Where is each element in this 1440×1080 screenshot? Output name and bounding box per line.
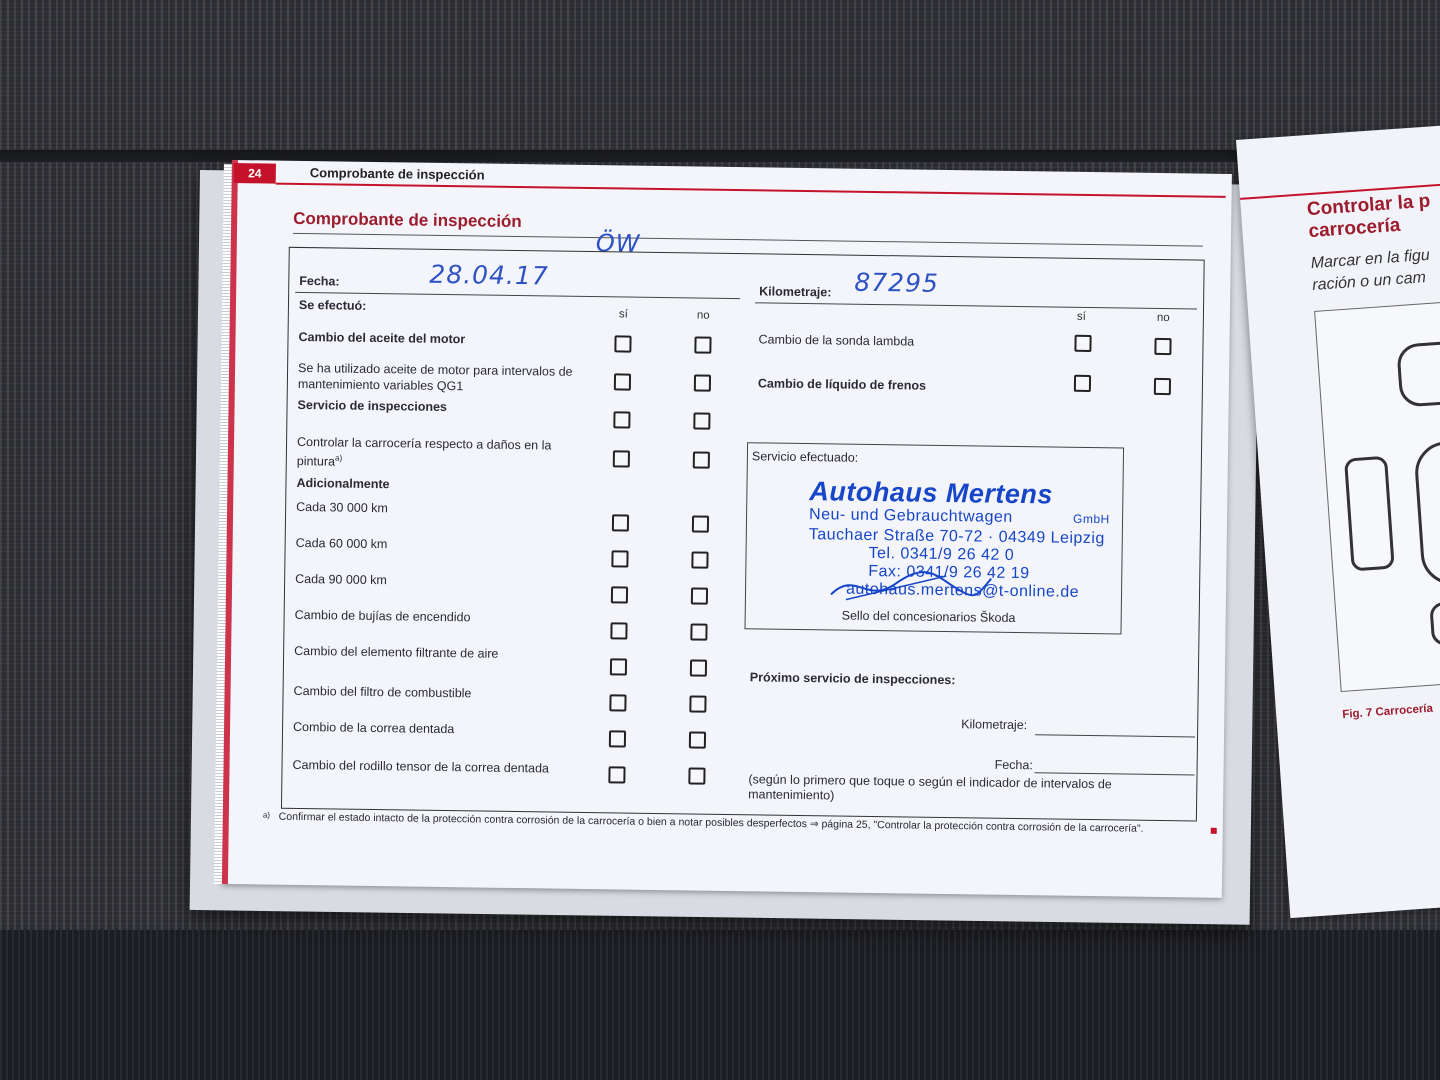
next-km-label: Kilometraje: bbox=[961, 717, 1028, 733]
car-body-figure bbox=[1314, 297, 1440, 692]
footnote-text: Confirmar el estado intacto de la protección contra corrosión de la carrocería o bien a notar posibles desperfectos ⇒ página 25, "Controlar la protección contra corrosión de la carrocería". bbox=[278, 810, 1144, 835]
checkbox-no-90000[interactable] bbox=[691, 587, 708, 604]
checkbox-si-combustible[interactable] bbox=[609, 694, 626, 711]
item-filtro-combustible: Cambio del filtro de combustible bbox=[293, 683, 472, 701]
item-qg1: Se ha utilizado aceite de motor para intervalos de mantenimiento variables QG1 bbox=[297, 360, 573, 394]
form-page bbox=[222, 160, 1232, 898]
checkbox-no-filtro-aire[interactable] bbox=[690, 659, 707, 676]
next-fecha-line[interactable] bbox=[1035, 772, 1195, 775]
checkbox-no-60000[interactable] bbox=[691, 551, 708, 568]
header-rule bbox=[276, 183, 1226, 198]
checkbox-si-frenos[interactable] bbox=[1074, 375, 1091, 392]
fecha-value[interactable]: 28.04.17 bbox=[429, 259, 549, 291]
checkbox-si-rodillo[interactable] bbox=[608, 766, 625, 783]
checkbox-si-lambda[interactable] bbox=[1074, 335, 1091, 352]
se-efectuo-label: Se efectuó: bbox=[298, 297, 367, 313]
seat-cushion bbox=[0, 930, 1440, 1080]
stamp-fax: Fax: 0341/9 26 42 19 bbox=[868, 562, 1030, 583]
stamp-address: Tauchaer Straße 70-72 · 04349 Leipzig bbox=[808, 526, 1105, 548]
item-liquido-frenos: Cambio de líquido de frenos bbox=[757, 376, 927, 393]
item-filtro-aire: Cambio del elemento filtrante de aire bbox=[294, 643, 499, 661]
col-no-right: no bbox=[1156, 311, 1170, 325]
footnote-mark: a) bbox=[262, 810, 271, 820]
col-si: sí bbox=[618, 308, 628, 321]
segun-text: (según lo primero que toque o según el indicador de intervalos de mantenimiento) bbox=[748, 772, 1112, 803]
checkbox-si-60000[interactable] bbox=[611, 550, 628, 567]
item-60000: Cada 60 000 km bbox=[295, 535, 388, 552]
stamp-email: autohaus.mertens@t-online.de bbox=[845, 580, 1080, 601]
footnote-ref: a) bbox=[335, 453, 343, 463]
next-km-line[interactable] bbox=[1035, 734, 1195, 737]
adicionalmente-label: Adicionalmente bbox=[296, 475, 390, 492]
inspection-form bbox=[281, 247, 1205, 822]
item-correa: Combio de la correa dentada bbox=[292, 719, 455, 737]
checkbox-no-servicio[interactable] bbox=[693, 412, 710, 429]
fecha-label: Fecha: bbox=[299, 273, 340, 289]
dealer-stamp-box bbox=[744, 442, 1124, 634]
checkbox-no-lambda[interactable] bbox=[1154, 338, 1171, 355]
checkbox-si-filtro-aire[interactable] bbox=[610, 658, 627, 675]
checkbox-no-bujias[interactable] bbox=[690, 623, 707, 640]
item-carroceria: Controlar la carrocería respecto a daños en la pintura$^{a)}$ bbox=[296, 434, 552, 469]
checkbox-si-qg1[interactable] bbox=[614, 373, 631, 390]
col-no: no bbox=[696, 309, 710, 322]
item-rodillo: Cambio del rodillo tensor de la correa dentada bbox=[292, 757, 550, 776]
stamp-gmbh: GmbH bbox=[1072, 511, 1110, 527]
section-title: Comprobante de inspección bbox=[293, 208, 522, 232]
proximo-servicio-label: Próximo servicio de inspecciones: bbox=[749, 670, 956, 688]
handwritten-initials: ÖW bbox=[595, 229, 641, 258]
right-page bbox=[1236, 122, 1440, 918]
item-aceite-motor: Cambio del aceite del motor bbox=[298, 329, 466, 347]
checkbox-no-combustible[interactable] bbox=[689, 695, 706, 712]
kilometraje-value[interactable]: 87295 bbox=[854, 267, 940, 298]
seat-seam bbox=[0, 150, 1440, 162]
stamp-brand: Autohaus Mertens bbox=[809, 476, 1054, 510]
checkbox-si-bujias[interactable] bbox=[610, 622, 627, 639]
stamp-line1: Neu- und Gebrauchtwagen bbox=[808, 506, 1013, 526]
right-page-text: Marcar en la figu ración o un cam bbox=[1310, 246, 1431, 295]
servicio-efectuado-label: Servicio efectuado: bbox=[751, 449, 859, 465]
item-30000: Cada 30 000 km bbox=[296, 499, 388, 516]
item-sonda-lambda: Cambio de la sonda lambda bbox=[758, 332, 915, 349]
next-fecha-label: Fecha: bbox=[994, 757, 1033, 773]
header-title: Comprobante de inspección bbox=[309, 165, 485, 183]
checkbox-no-qg1[interactable] bbox=[694, 374, 711, 391]
section-rule bbox=[293, 233, 1203, 247]
col-si-right: sí bbox=[1076, 310, 1086, 323]
checkbox-si-30000[interactable] bbox=[612, 514, 629, 531]
end-marker bbox=[1211, 828, 1217, 834]
item-servicio-inspecciones: Servicio de inspecciones bbox=[297, 397, 448, 415]
checkbox-no-aceite[interactable] bbox=[694, 336, 711, 353]
checkbox-no-rodillo[interactable] bbox=[688, 767, 705, 784]
checkbox-no-correa[interactable] bbox=[689, 731, 706, 748]
checkbox-si-servicio[interactable] bbox=[613, 411, 630, 428]
item-90000: Cada 90 000 km bbox=[295, 571, 387, 588]
checkbox-no-frenos[interactable] bbox=[1154, 378, 1171, 395]
figure-caption: Fig. 7 Carrocería bbox=[1341, 702, 1434, 721]
page-header bbox=[232, 160, 1232, 198]
sello-label: Sello del concesionarios Škoda bbox=[841, 608, 1016, 625]
item-bujias: Cambio de bujías de encendido bbox=[294, 607, 471, 625]
kilometraje-label: Kilometraje: bbox=[759, 284, 832, 300]
checkbox-no-30000[interactable] bbox=[692, 515, 709, 532]
stamp-tel: Tel. 0341/9 26 42 0 bbox=[868, 544, 1015, 564]
page-number: 24 bbox=[234, 163, 276, 184]
car-outline-icon bbox=[1315, 298, 1440, 691]
checkbox-si-correa[interactable] bbox=[609, 730, 626, 747]
checkbox-no-carroceria[interactable] bbox=[693, 451, 710, 468]
checkbox-si-carroceria[interactable] bbox=[613, 450, 630, 467]
checkbox-si-90000[interactable] bbox=[611, 586, 628, 603]
signature-icon bbox=[826, 564, 997, 606]
right-page-title: Controlar la p carrocería bbox=[1306, 190, 1431, 243]
kilometraje-underline bbox=[755, 302, 1197, 309]
checkbox-si-aceite[interactable] bbox=[614, 335, 631, 352]
